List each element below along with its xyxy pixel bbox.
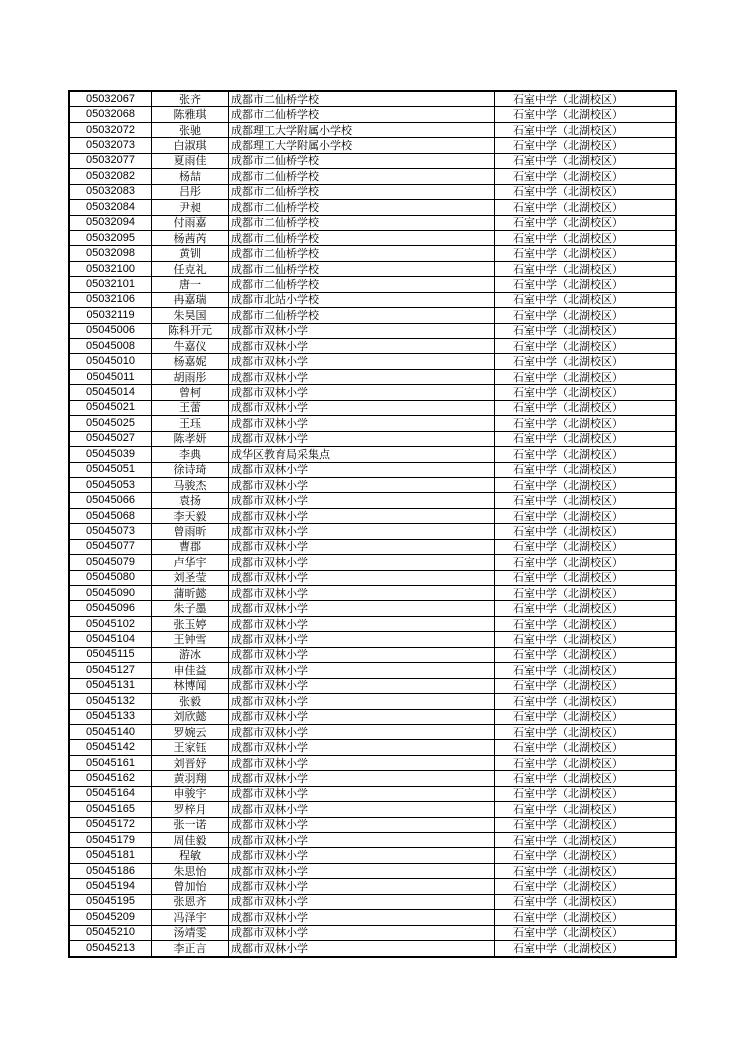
student-name-cell: 朱子墨 — [152, 601, 229, 616]
student-name-cell: 胡雨彤 — [152, 369, 229, 384]
student-name-cell: 曾柯 — [152, 385, 229, 400]
table-row — [69, 246, 676, 261]
exam-number-cell: 05045025 — [69, 416, 152, 431]
admitted-school-cell: 石室中学（北湖校区） — [495, 416, 677, 431]
table-row — [69, 323, 676, 338]
admitted-school-cell: 石室中学（北湖校区） — [495, 894, 677, 909]
table-row — [69, 786, 676, 801]
admitted-school-cell: 石室中学（北湖校区） — [495, 230, 677, 245]
exam-number-cell: 05045162 — [69, 771, 152, 786]
school-cell: 成都市双林小学 — [229, 508, 495, 523]
exam-number-cell: 05032077 — [69, 153, 152, 168]
exam-number-cell: 05045194 — [69, 879, 152, 894]
admitted-school-cell: 石室中学（北湖校区） — [495, 215, 677, 230]
exam-number-cell: 05032073 — [69, 138, 152, 153]
student-name-cell: 张恩齐 — [152, 894, 229, 909]
student-name-cell: 李正言 — [152, 941, 229, 957]
admitted-school-cell: 石室中学（北湖校区） — [495, 91, 677, 107]
table-row — [69, 107, 676, 122]
school-cell: 成都市双林小学 — [229, 817, 495, 832]
school-cell: 成都市双林小学 — [229, 941, 495, 957]
table-row — [69, 292, 676, 307]
admitted-school-cell: 石室中学（北湖校区） — [495, 462, 677, 477]
admitted-school-cell: 石室中学（北湖校区） — [495, 616, 677, 631]
admitted-school-cell: 石室中学（北湖校区） — [495, 246, 677, 261]
student-name-cell: 张玉婷 — [152, 616, 229, 631]
student-name-cell: 白淑琪 — [152, 138, 229, 153]
exam-number-cell: 05045131 — [69, 678, 152, 693]
table-row — [69, 416, 676, 431]
table-row — [69, 400, 676, 415]
admitted-school-cell: 石室中学（北湖校区） — [495, 586, 677, 601]
exam-number-cell: 05032068 — [69, 107, 152, 122]
table-row — [69, 663, 676, 678]
table-row — [69, 169, 676, 184]
admitted-school-cell: 石室中学（北湖校区） — [495, 848, 677, 863]
student-name-cell: 夏雨佳 — [152, 153, 229, 168]
table-row — [69, 570, 676, 585]
table-row — [69, 694, 676, 709]
student-name-cell: 蒲昕懿 — [152, 586, 229, 601]
exam-number-cell: 05045102 — [69, 616, 152, 631]
school-cell: 成都市双林小学 — [229, 570, 495, 585]
exam-number-cell: 05045066 — [69, 493, 152, 508]
table-row — [69, 740, 676, 755]
admitted-school-cell: 石室中学（北湖校区） — [495, 817, 677, 832]
student-name-cell: 徐诗琦 — [152, 462, 229, 477]
exam-number-cell: 05045115 — [69, 647, 152, 662]
student-name-cell: 刘欣懿 — [152, 709, 229, 724]
admitted-school-cell: 石室中学（北湖校区） — [495, 802, 677, 817]
table-row — [69, 555, 676, 570]
school-cell: 成都市双林小学 — [229, 678, 495, 693]
table-row — [69, 894, 676, 909]
student-name-cell: 林博闻 — [152, 678, 229, 693]
admitted-school-cell: 石室中学（北湖校区） — [495, 771, 677, 786]
exam-number-cell: 05045080 — [69, 570, 152, 585]
student-name-cell: 申骏宇 — [152, 786, 229, 801]
school-cell: 成都市双林小学 — [229, 354, 495, 369]
exam-number-cell: 05045142 — [69, 740, 152, 755]
school-cell: 成都市双林小学 — [229, 555, 495, 570]
exam-number-cell: 05045104 — [69, 632, 152, 647]
school-cell: 成都市双林小学 — [229, 385, 495, 400]
table-body — [69, 91, 676, 957]
table-row — [69, 941, 676, 957]
student-name-cell: 冯泽宇 — [152, 910, 229, 925]
admitted-school-cell: 石室中学（北湖校区） — [495, 308, 677, 323]
exam-number-cell: 05045068 — [69, 508, 152, 523]
table-row — [69, 508, 676, 523]
exam-number-cell: 05045132 — [69, 694, 152, 709]
admitted-school-cell: 石室中学（北湖校区） — [495, 261, 677, 276]
student-name-cell: 王钟雪 — [152, 632, 229, 647]
table-row — [69, 462, 676, 477]
table-row — [69, 230, 676, 245]
admitted-school-cell: 石室中学（北湖校区） — [495, 632, 677, 647]
table-row — [69, 431, 676, 446]
admitted-school-cell: 石室中学（北湖校区） — [495, 323, 677, 338]
table-row — [69, 709, 676, 724]
school-cell: 成都市二仙桥学校 — [229, 91, 495, 107]
admitted-school-cell: 石室中学（北湖校区） — [495, 678, 677, 693]
admitted-school-cell: 石室中学（北湖校区） — [495, 755, 677, 770]
student-name-cell: 曾加怡 — [152, 879, 229, 894]
admitted-school-cell: 石室中学（北湖校区） — [495, 647, 677, 662]
table-row — [69, 817, 676, 832]
student-name-cell: 曹郡 — [152, 539, 229, 554]
admitted-school-cell: 石室中学（北湖校区） — [495, 277, 677, 292]
student-name-cell: 马骏杰 — [152, 477, 229, 492]
student-name-cell: 刘晋妤 — [152, 755, 229, 770]
table-row — [69, 601, 676, 616]
school-cell: 成都市双林小学 — [229, 601, 495, 616]
student-name-cell: 朱思怡 — [152, 863, 229, 878]
admitted-school-cell: 石室中学（北湖校区） — [495, 910, 677, 925]
exam-number-cell: 05032101 — [69, 277, 152, 292]
student-name-cell: 牛嘉仪 — [152, 339, 229, 354]
exam-number-cell: 05032094 — [69, 215, 152, 230]
school-cell: 成都市双林小学 — [229, 524, 495, 539]
table-row — [69, 122, 676, 137]
admitted-school-cell: 石室中学（北湖校区） — [495, 601, 677, 616]
student-name-cell: 曾雨昕 — [152, 524, 229, 539]
admitted-school-cell: 石室中学（北湖校区） — [495, 184, 677, 199]
exam-number-cell: 05045051 — [69, 462, 152, 477]
admitted-school-cell: 石室中学（北湖校区） — [495, 477, 677, 492]
table-row — [69, 632, 676, 647]
exam-number-cell: 05045195 — [69, 894, 152, 909]
table-row — [69, 277, 676, 292]
exam-number-cell: 05045073 — [69, 524, 152, 539]
exam-number-cell: 05045140 — [69, 724, 152, 739]
admitted-school-cell: 石室中学（北湖校区） — [495, 925, 677, 940]
table-row — [69, 369, 676, 384]
admitted-school-cell: 石室中学（北湖校区） — [495, 431, 677, 446]
exam-number-cell: 05045010 — [69, 354, 152, 369]
admitted-school-cell: 石室中学（北湖校区） — [495, 524, 677, 539]
student-name-cell: 杨茜芮 — [152, 230, 229, 245]
table-row — [69, 308, 676, 323]
student-name-cell: 周佳毅 — [152, 833, 229, 848]
school-cell: 成都市二仙桥学校 — [229, 169, 495, 184]
exam-number-cell: 05045008 — [69, 339, 152, 354]
admitted-school-cell: 石室中学（北湖校区） — [495, 200, 677, 215]
admitted-school-cell: 石室中学（北湖校区） — [495, 508, 677, 523]
exam-number-cell: 05045006 — [69, 323, 152, 338]
table-row — [69, 802, 676, 817]
admitted-school-cell: 石室中学（北湖校区） — [495, 879, 677, 894]
exam-number-cell: 05045186 — [69, 863, 152, 878]
student-name-cell: 李天毅 — [152, 508, 229, 523]
student-name-cell: 朱昊国 — [152, 308, 229, 323]
student-name-cell: 张齐 — [152, 91, 229, 107]
admitted-school-cell: 石室中学（北湖校区） — [495, 400, 677, 415]
school-cell: 成都市双林小学 — [229, 848, 495, 863]
exam-number-cell: 05045165 — [69, 802, 152, 817]
school-cell: 成都市双林小学 — [229, 755, 495, 770]
exam-number-cell: 05045090 — [69, 586, 152, 601]
school-cell: 成都市二仙桥学校 — [229, 308, 495, 323]
student-table — [68, 90, 677, 958]
school-cell: 成都市二仙桥学校 — [229, 215, 495, 230]
school-cell: 成都市双林小学 — [229, 632, 495, 647]
exam-number-cell: 05045164 — [69, 786, 152, 801]
school-cell: 成都市双林小学 — [229, 879, 495, 894]
school-cell: 成都市双林小学 — [229, 894, 495, 909]
table-row — [69, 261, 676, 276]
student-name-cell: 杨嘉妮 — [152, 354, 229, 369]
school-cell: 成都市双林小学 — [229, 802, 495, 817]
school-cell: 成都市二仙桥学校 — [229, 246, 495, 261]
school-cell: 成都市二仙桥学校 — [229, 107, 495, 122]
exam-number-cell: 05045011 — [69, 369, 152, 384]
exam-number-cell: 05045179 — [69, 833, 152, 848]
student-name-cell: 任克礼 — [152, 261, 229, 276]
school-cell: 成都市双林小学 — [229, 709, 495, 724]
admitted-school-cell: 石室中学（北湖校区） — [495, 339, 677, 354]
admitted-school-cell: 石室中学（北湖校区） — [495, 153, 677, 168]
exam-number-cell: 05045210 — [69, 925, 152, 940]
exam-number-cell: 05045021 — [69, 400, 152, 415]
student-name-cell: 陈孝妍 — [152, 431, 229, 446]
table-row — [69, 524, 676, 539]
table-row — [69, 647, 676, 662]
table-row — [69, 848, 676, 863]
admitted-school-cell: 石室中学（北湖校区） — [495, 493, 677, 508]
school-cell: 成都市双林小学 — [229, 833, 495, 848]
exam-number-cell: 05045213 — [69, 941, 152, 957]
table-row — [69, 354, 676, 369]
exam-number-cell: 05032100 — [69, 261, 152, 276]
school-cell: 成都市双林小学 — [229, 323, 495, 338]
exam-number-cell: 05032095 — [69, 230, 152, 245]
school-cell: 成都市双林小学 — [229, 400, 495, 415]
admitted-school-cell: 石室中学（北湖校区） — [495, 570, 677, 585]
table-row — [69, 910, 676, 925]
table-row — [69, 493, 676, 508]
table-row — [69, 153, 676, 168]
table-row — [69, 833, 676, 848]
exam-number-cell: 05032083 — [69, 184, 152, 199]
exam-number-cell: 05045172 — [69, 817, 152, 832]
student-name-cell: 卢华宇 — [152, 555, 229, 570]
school-cell: 成都市双林小学 — [229, 462, 495, 477]
school-cell: 成都市双林小学 — [229, 863, 495, 878]
admitted-school-cell: 石室中学（北湖校区） — [495, 539, 677, 554]
school-cell: 成都市双林小学 — [229, 694, 495, 709]
exam-number-cell: 05045077 — [69, 539, 152, 554]
exam-number-cell: 05032098 — [69, 246, 152, 261]
school-cell: 成都市双林小学 — [229, 786, 495, 801]
exam-number-cell: 05032106 — [69, 292, 152, 307]
admitted-school-cell: 石室中学（北湖校区） — [495, 369, 677, 384]
exam-number-cell: 05045053 — [69, 477, 152, 492]
table-row — [69, 925, 676, 940]
school-cell: 成都市双林小学 — [229, 493, 495, 508]
school-cell: 成都市双林小学 — [229, 925, 495, 940]
student-name-cell: 尹昶 — [152, 200, 229, 215]
exam-number-cell: 05045027 — [69, 431, 152, 446]
school-cell: 成都市二仙桥学校 — [229, 200, 495, 215]
school-cell: 成都市二仙桥学校 — [229, 230, 495, 245]
admitted-school-cell: 石室中学（北湖校区） — [495, 941, 677, 957]
student-name-cell: 汤靖雯 — [152, 925, 229, 940]
school-cell: 成都市双林小学 — [229, 771, 495, 786]
student-name-cell: 陈雅琪 — [152, 107, 229, 122]
school-cell: 成都市双林小学 — [229, 539, 495, 554]
student-name-cell: 王蕾 — [152, 400, 229, 415]
admitted-school-cell: 石室中学（北湖校区） — [495, 354, 677, 369]
admitted-school-cell: 石室中学（北湖校区） — [495, 555, 677, 570]
table-row — [69, 200, 676, 215]
school-cell: 成都市双林小学 — [229, 416, 495, 431]
exam-number-cell: 05032082 — [69, 169, 152, 184]
student-name-cell: 张毅 — [152, 694, 229, 709]
school-cell: 成都市双林小学 — [229, 740, 495, 755]
table-row — [69, 477, 676, 492]
table-row — [69, 138, 676, 153]
school-cell: 成都市二仙桥学校 — [229, 184, 495, 199]
exam-number-cell: 05032072 — [69, 122, 152, 137]
admitted-school-cell: 石室中学（北湖校区） — [495, 709, 677, 724]
exam-number-cell: 05045127 — [69, 663, 152, 678]
table-row — [69, 447, 676, 462]
student-name-cell: 吕彤 — [152, 184, 229, 199]
school-cell: 成都市双林小学 — [229, 431, 495, 446]
table-row — [69, 385, 676, 400]
student-name-cell: 袁扬 — [152, 493, 229, 508]
school-cell: 成华区教育局采集点 — [229, 447, 495, 462]
school-cell: 成都市双林小学 — [229, 339, 495, 354]
table-row — [69, 678, 676, 693]
school-cell: 成都市双林小学 — [229, 724, 495, 739]
table-row — [69, 724, 676, 739]
exam-number-cell: 05045133 — [69, 709, 152, 724]
exam-number-cell: 05045039 — [69, 447, 152, 462]
school-cell: 成都市双林小学 — [229, 616, 495, 631]
student-name-cell: 程敏 — [152, 848, 229, 863]
school-cell: 成都市北站小学校 — [229, 292, 495, 307]
table-row — [69, 339, 676, 354]
admitted-school-cell: 石室中学（北湖校区） — [495, 385, 677, 400]
student-name-cell: 王家钰 — [152, 740, 229, 755]
admitted-school-cell: 石室中学（北湖校区） — [495, 740, 677, 755]
table-row — [69, 863, 676, 878]
school-cell: 成都市双林小学 — [229, 647, 495, 662]
table-row — [69, 184, 676, 199]
exam-number-cell: 05045181 — [69, 848, 152, 863]
school-cell: 成都市二仙桥学校 — [229, 277, 495, 292]
admitted-school-cell: 石室中学（北湖校区） — [495, 786, 677, 801]
admitted-school-cell: 石室中学（北湖校区） — [495, 122, 677, 137]
student-name-cell: 张一诺 — [152, 817, 229, 832]
admitted-school-cell: 石室中学（北湖校区） — [495, 833, 677, 848]
student-name-cell: 杨喆 — [152, 169, 229, 184]
exam-number-cell: 05032084 — [69, 200, 152, 215]
student-name-cell: 黄羽翔 — [152, 771, 229, 786]
exam-number-cell: 05032119 — [69, 308, 152, 323]
exam-number-cell: 05045161 — [69, 755, 152, 770]
exam-number-cell: 05045096 — [69, 601, 152, 616]
school-cell: 成都市双林小学 — [229, 369, 495, 384]
table-row — [69, 215, 676, 230]
school-cell: 成都市二仙桥学校 — [229, 261, 495, 276]
exam-number-cell: 05045209 — [69, 910, 152, 925]
table-row — [69, 91, 676, 107]
student-name-cell: 罗梓月 — [152, 802, 229, 817]
student-name-cell: 罗婉云 — [152, 724, 229, 739]
school-cell: 成都理工大学附属小学校 — [229, 122, 495, 137]
exam-number-cell: 05032067 — [69, 91, 152, 107]
admitted-school-cell: 石室中学（北湖校区） — [495, 663, 677, 678]
school-cell: 成都理工大学附属小学校 — [229, 138, 495, 153]
student-name-cell: 王珏 — [152, 416, 229, 431]
student-name-cell: 李典 — [152, 447, 229, 462]
table-row — [69, 616, 676, 631]
exam-number-cell: 05045079 — [69, 555, 152, 570]
table-row — [69, 755, 676, 770]
student-name-cell: 陈科开元 — [152, 323, 229, 338]
admitted-school-cell: 石室中学（北湖校区） — [495, 138, 677, 153]
student-name-cell: 刘圣莹 — [152, 570, 229, 585]
student-name-cell: 游冰 — [152, 647, 229, 662]
student-name-cell: 冉嘉瑞 — [152, 292, 229, 307]
admitted-school-cell: 石室中学（北湖校区） — [495, 169, 677, 184]
student-name-cell: 付雨嘉 — [152, 215, 229, 230]
school-cell: 成都市二仙桥学校 — [229, 153, 495, 168]
admitted-school-cell: 石室中学（北湖校区） — [495, 447, 677, 462]
student-name-cell: 申佳益 — [152, 663, 229, 678]
student-name-cell: 张驰 — [152, 122, 229, 137]
table-row — [69, 879, 676, 894]
student-name-cell: 唐一 — [152, 277, 229, 292]
table-row — [69, 586, 676, 601]
student-name-cell: 黄钏 — [152, 246, 229, 261]
school-cell: 成都市双林小学 — [229, 663, 495, 678]
admitted-school-cell: 石室中学（北湖校区） — [495, 694, 677, 709]
admitted-school-cell: 石室中学（北湖校区） — [495, 724, 677, 739]
school-cell: 成都市双林小学 — [229, 586, 495, 601]
admitted-school-cell: 石室中学（北湖校区） — [495, 292, 677, 307]
table-row — [69, 771, 676, 786]
admitted-school-cell: 石室中学（北湖校区） — [495, 107, 677, 122]
exam-number-cell: 05045014 — [69, 385, 152, 400]
table-row — [69, 539, 676, 554]
school-cell: 成都市双林小学 — [229, 910, 495, 925]
admitted-school-cell: 石室中学（北湖校区） — [495, 863, 677, 878]
school-cell: 成都市双林小学 — [229, 477, 495, 492]
